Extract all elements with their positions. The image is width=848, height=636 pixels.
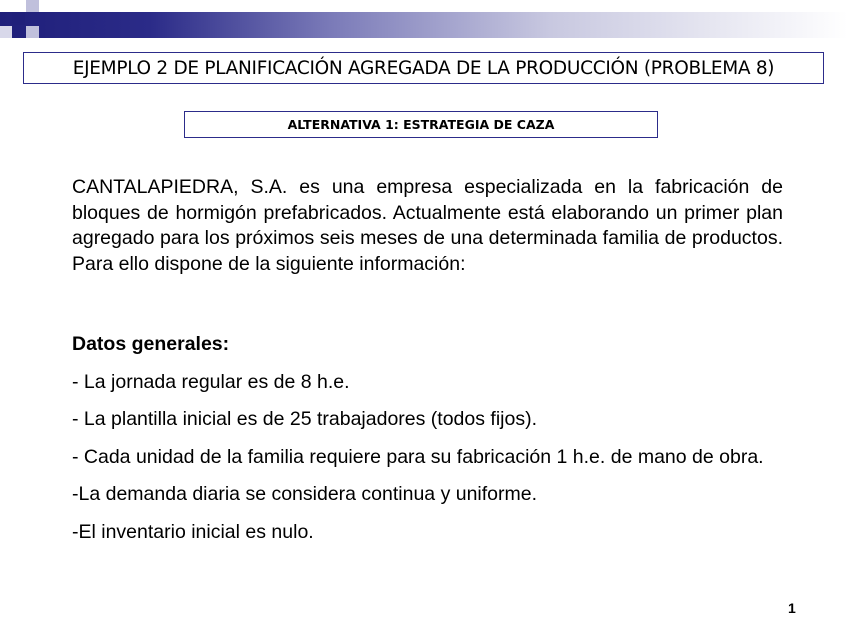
list-item: -El inventario inicial es nulo.: [72, 520, 314, 543]
decorative-square-light: [26, 0, 39, 12]
list-item: - La jornada regular es de 8 h.e.: [72, 370, 350, 393]
header-gradient-bar: [0, 12, 848, 38]
slide-body: [72, 175, 783, 545]
slide-subtitle-text: ALTERNATIVA 1: ESTRATEGIA DE CAZA: [287, 117, 555, 132]
slide-subtitle: [184, 111, 658, 138]
slide-title: [23, 52, 824, 84]
list-item: -La demanda diaria se considera continua y uniforme.: [72, 483, 538, 505]
decorative-square-light: [26, 26, 39, 38]
slide-title-text: EJEMPLO 2 DE PLANIFICACIÓN AGREGADA DE LA PRODUCCIÓN (PROBLEMA 8): [72, 57, 775, 79]
page-number: 1: [788, 600, 796, 616]
intro-paragraph: CANTALAPIEDRA, S.A. es una empresa especializada en la fabricación de bloques de hormigón prefabricados. Actualmente está elaborando un primer plan agregado para los próximos seis meses de una determinada familia de productos. Para ello dispone de la siguiente información:: [72, 176, 783, 275]
list-item: - La plantilla inicial es de 25 trabajadores (todos fijos).: [72, 408, 538, 430]
section-heading: Datos generales:: [72, 333, 230, 355]
list-item: - Cada unidad de la familia requiere para su fabricación 1 h.e. de mano de obra.: [72, 445, 764, 468]
decorative-square-light: [0, 26, 12, 38]
decorative-square-dark: [12, 12, 25, 25]
